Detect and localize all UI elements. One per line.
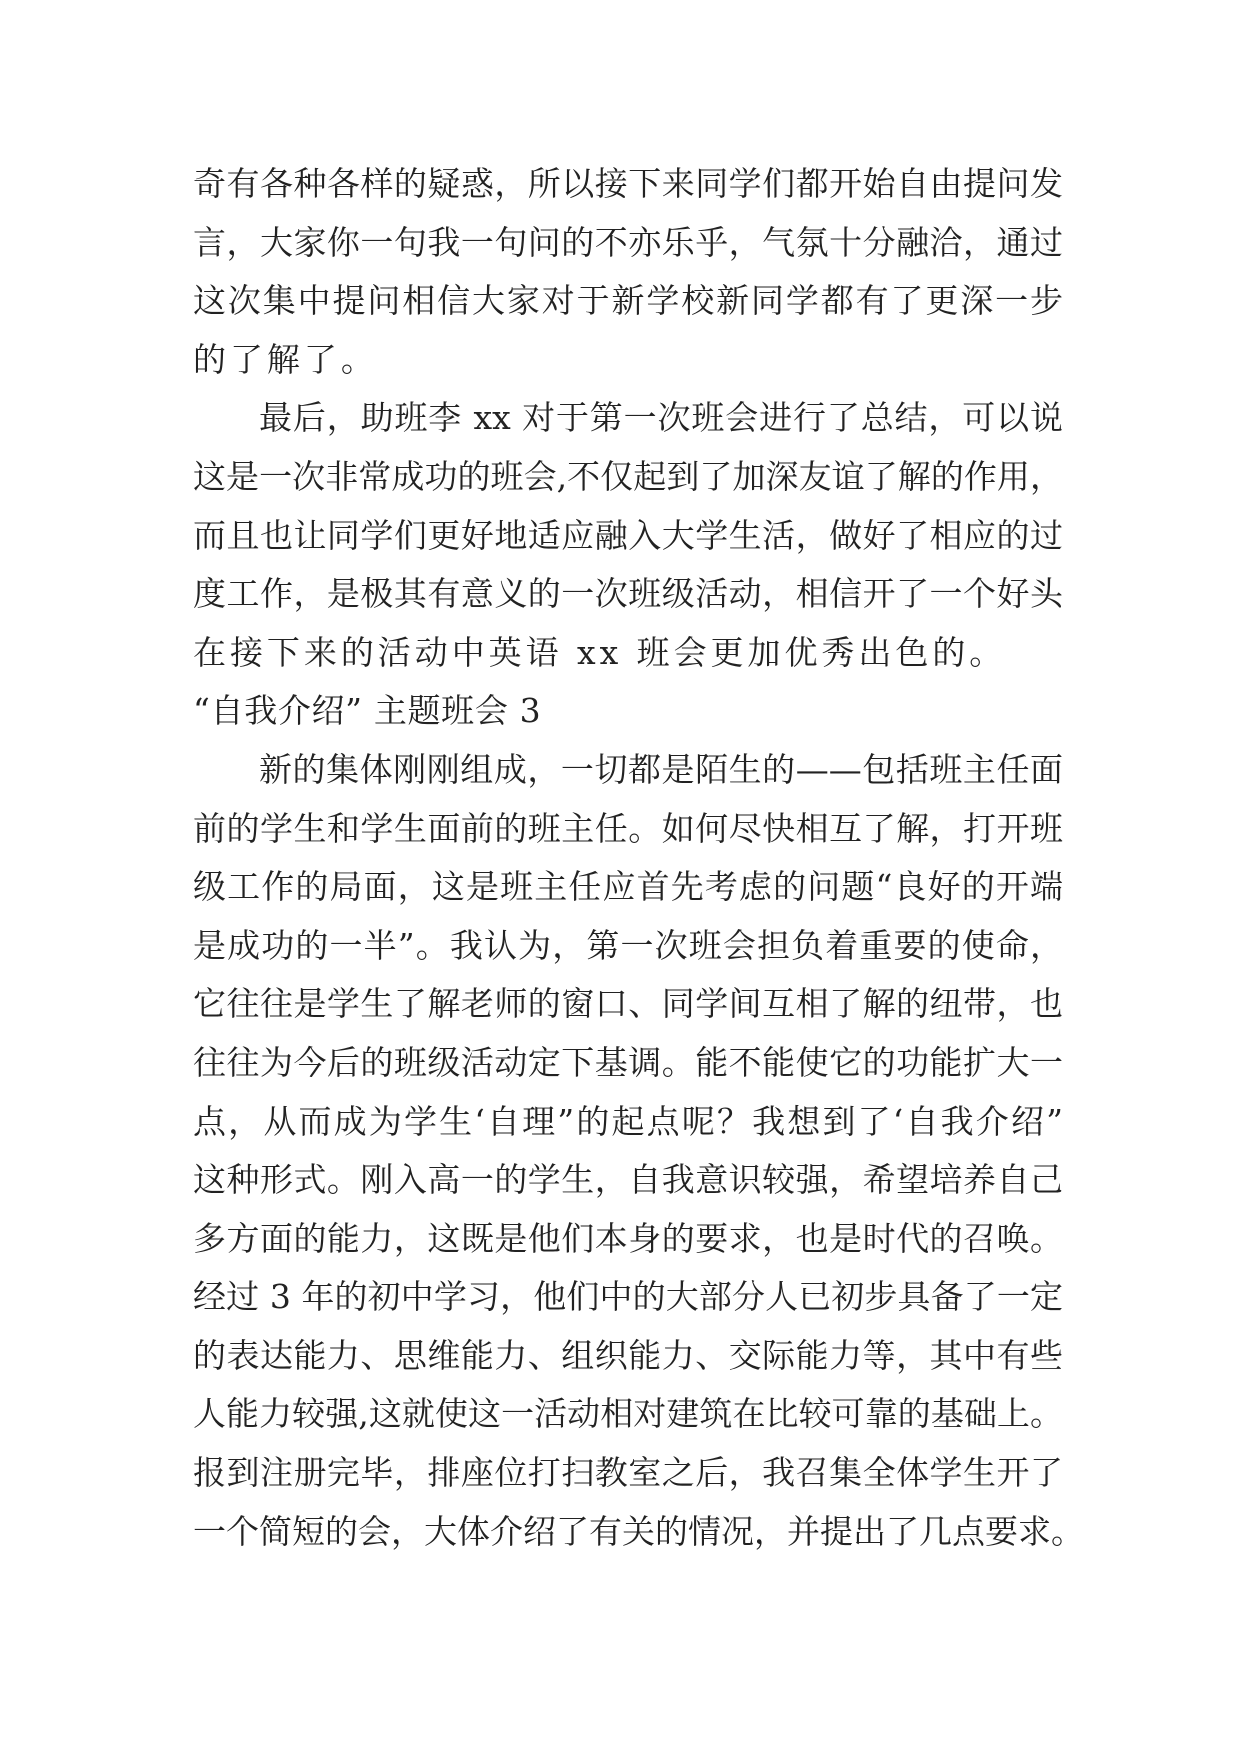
section-heading: “自我介绍” 主题班会 3 (193, 691, 542, 731)
text-line: 它往往是学生了解老师的窗口、同学间互相了解的纽带，也 (193, 984, 1063, 1024)
text-line: 经过 3 年的初中学习，他们中的大部分人已初步具备了一定 (193, 1277, 1063, 1317)
text-line: 度工作，是极其有意义的一次班级活动，相信开了一个好头 (193, 574, 1063, 614)
text-line: 这是一次非常成功的班会,不仅起到了加深友谊了解的作用， (193, 456, 1063, 496)
text-line: 这种形式。刚入高一的学生，自我意识较强，希望培养自己 (193, 1160, 1063, 1200)
text-line: 新的集体刚刚组成，一切都是陌生的——包括班主任面 (259, 749, 1063, 789)
document-body (193, 155, 1084, 1561)
text-line: 报到注册完毕，排座位打扫教室之后，我召集全体学生开了 (193, 1453, 1063, 1493)
text-line: 的表达能力、思维能力、组织能力、交际能力等，其中有些 (193, 1335, 1063, 1375)
text-line: 级工作的局面，这是班主任应首先考虑的问题“良好的开端 (193, 867, 1063, 907)
text-line: 奇有各种各样的疑惑，所以接下来同学们都开始自由提问发 (193, 164, 1063, 203)
paragraph-self-introduction (193, 741, 1084, 1561)
text-line: 往往为今后的班级活动定下基调。能不能使它的功能扩大一 (193, 1042, 1063, 1082)
paragraph-continued (193, 155, 1063, 389)
text-line: 在接下来的活动中英语 xx 班会更加优秀出色的。 (193, 632, 1007, 672)
paragraph-summary (193, 389, 1063, 682)
text-line: 多方面的能力，这既是他们本身的要求，也是时代的召唤。 (193, 1218, 1063, 1258)
text-line: 言，大家你一句我一句问的不亦乐乎，气氛十分融洽，通过 (193, 222, 1063, 262)
text-line: 前的学生和学生面前的班主任。如何尽快相互了解，打开班 (193, 808, 1063, 848)
text-line: 这次集中提问相信大家对于新学校新同学都有了更深一步 (193, 281, 1063, 321)
text-line: 点，从而成为学生‘自理”的起点呢？我想到了‘自我介绍” (193, 1101, 1063, 1141)
text-line: 人能力较强,这就使这一活动相对建筑在比较可靠的基础上。 (193, 1394, 1063, 1434)
text-line: 是成功的一半”。我认为，第一次班会担负着重要的使命， (193, 925, 1063, 965)
text-line: 一个简短的会，大体介绍了有关的情况，并提出了几点要求。 (193, 1511, 1084, 1551)
text-line: 最后，助班李 xx 对于第一次班会进行了总结，可以说 (259, 398, 1063, 438)
text-line: 而且也让同学们更好地适应融入大学生活，做好了相应的过 (193, 515, 1063, 555)
text-line: 的了解了。 (193, 339, 378, 379)
